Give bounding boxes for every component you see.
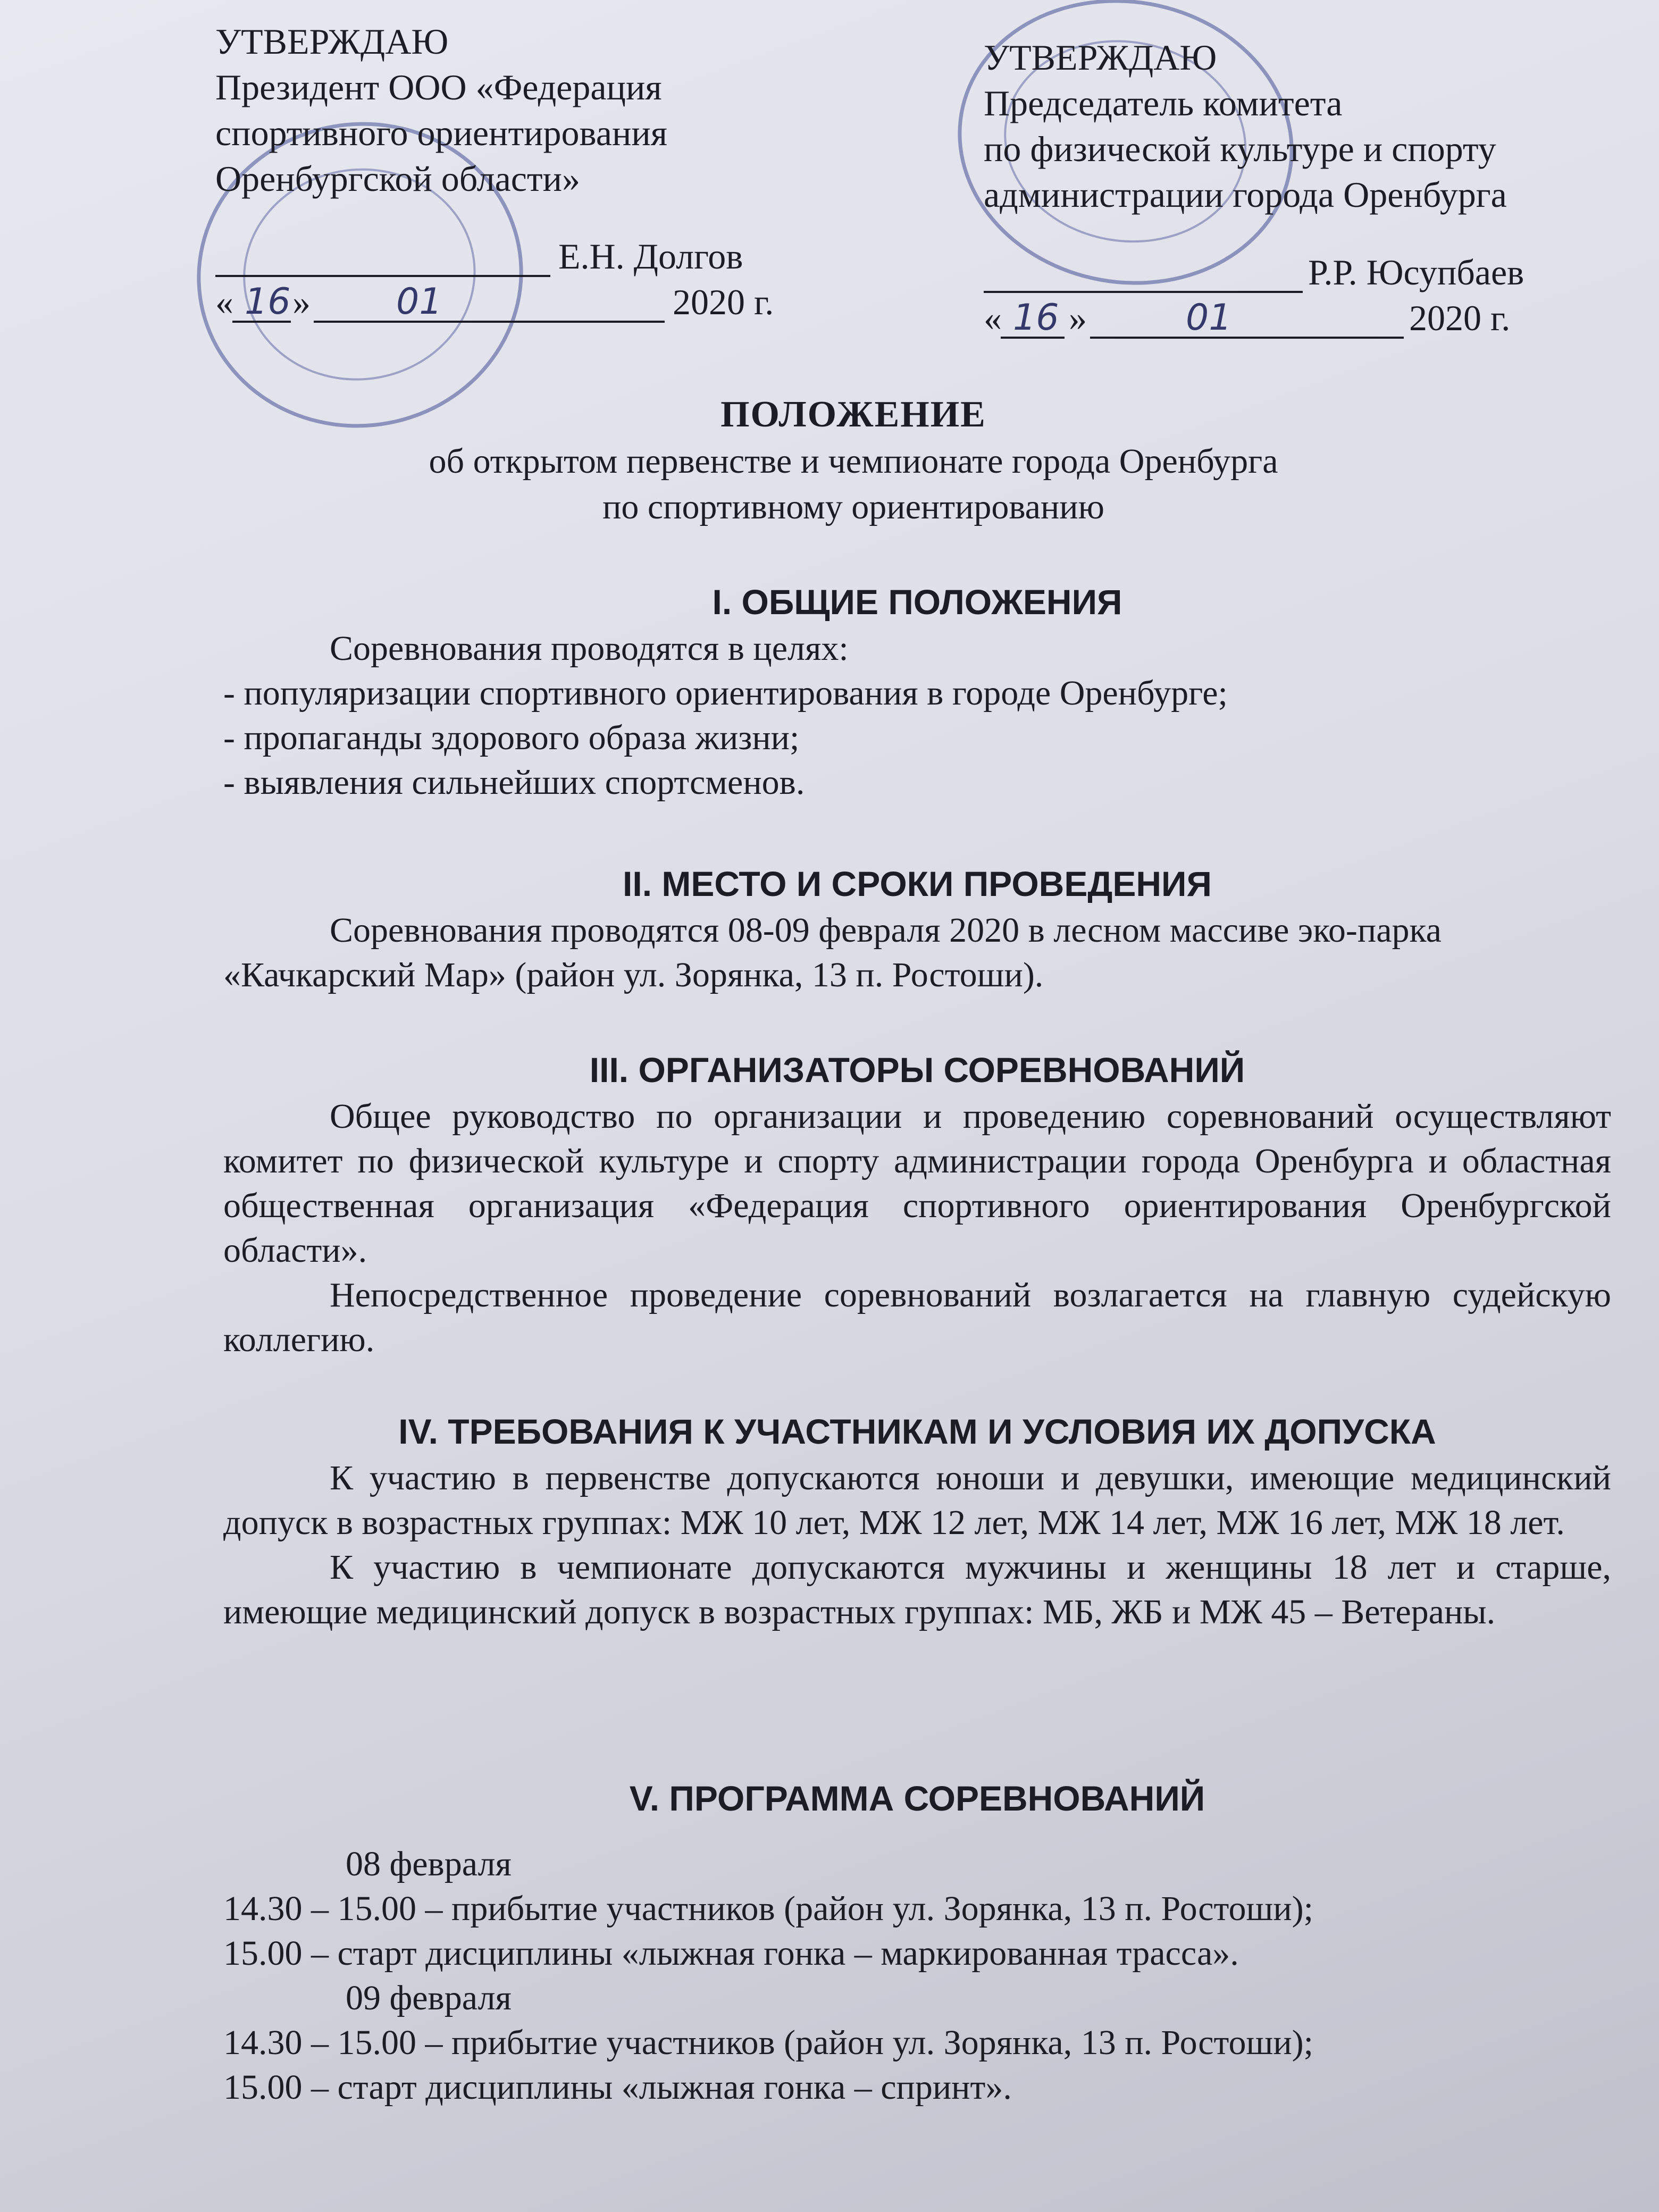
section-heading: II. МЕСТО И СРОКИ ПРОВЕДЕНИЯ [623, 864, 1212, 903]
section-heading: V. ПРОГРАММА СОРЕВНОВАНИЙ [629, 1779, 1205, 1818]
date-year: 2020 г. [673, 282, 774, 322]
section-paragraph: Соревнования проводятся в целях: [330, 629, 849, 668]
section-place-dates [223, 861, 1611, 998]
section-heading: I. ОБЩИЕ ПОЛОЖЕНИЯ [712, 582, 1122, 622]
program-item: 14.30 – 15.00 – прибытие участников (район ул. Зорянка, 13 п. Ростоши); [223, 2023, 1313, 2062]
approval-line: Оренбургской области» [215, 158, 581, 199]
signer-name: Е.Н. Долгов [558, 236, 743, 276]
program-day: 08 февраля [346, 1845, 512, 1883]
date-day: 16 [1013, 297, 1059, 339]
approval-line: Председатель комитета [984, 83, 1343, 123]
program-item: 15.00 – старт дисциплины «лыжная гонка – маркированная трасса». [223, 1934, 1239, 1973]
section-paragraph: Общее руководство по организации и проведению соревнований осуществляют комитет по физической культуре и спорту администрации города Оренбурга и областная общественная организация «Федерация спортивного ориентирования Оренбургской области». [223, 1097, 1611, 1270]
signature-line [984, 291, 1303, 293]
approval-line: по физической культуре и спорту [984, 129, 1496, 169]
program-item: 14.30 – 15.00 – прибытие участников (район ул. Зорянка, 13 п. Ростоши); [223, 1889, 1313, 1928]
section-heading: III. ОРГАНИЗАТОРЫ СОРЕВНОВАНИЙ [589, 1050, 1245, 1090]
approval-block-right: УТВЕРЖДАЮ Председатель комитета по физической культуре и спорту администрации города Оренбурга Р.Р. Юсупбаев « 16 » 01 2020 г. [984, 35, 1601, 341]
document-subtitle: об открытом первенстве и чемпионате города Оренбурга [429, 442, 1278, 481]
document-title-block [0, 391, 1659, 530]
section-paragraph: К участию в первенстве допускаются юноши и девушки, имеющие медицинский допуск в возрастных группах: МЖ 10 лет, МЖ 12 лет, МЖ 14 лет, МЖ 16 лет, МЖ 18 лет. [223, 1459, 1611, 1542]
approval-heading: УТВЕРЖДАЮ [984, 37, 1217, 78]
section-paragraph: Соревнования проводятся 08-09 февраля 2020 в лесном массиве эко-парка «Качкарский Мар» (район ул. Зорянка, 13 п. Ростоши). [223, 911, 1442, 994]
section-general [223, 580, 1611, 805]
signature-line [215, 275, 550, 277]
approval-block-left: УТВЕРЖДАЮ Президент ООО «Федерация спортивного ориентирования Оренбургской области» Е.Н. Долгов « 16 » 01 2020 г. [215, 19, 853, 325]
list-item: - пропаганды здорового образа жизни; [223, 718, 800, 757]
section-paragraph: К участию в чемпионате допускаются мужчины и женщины 18 лет и старше, имеющие медицинский допуск в возрастных группах: МБ, ЖБ и МЖ 45 – Ветераны. [223, 1548, 1611, 1631]
date-year: 2020 г. [1409, 298, 1511, 338]
list-item: - выявления сильнейших спортсменов. [223, 763, 805, 802]
program-item: 15.00 – старт дисциплины «лыжная гонка – спринт». [223, 2068, 1012, 2107]
document-subtitle: по спортивному ориентированию [602, 488, 1104, 526]
signer-name: Р.Р. Юсупбаев [1308, 252, 1524, 292]
approval-line: Президент ООО «Федерация [215, 67, 662, 107]
approval-heading: УТВЕРЖДАЮ [215, 21, 449, 62]
list-item: - популяризации спортивного ориентирования в городе Оренбурге; [223, 674, 1228, 713]
section-organizers [223, 1048, 1611, 1362]
section-program [223, 1776, 1611, 2110]
date-day: 16 [245, 281, 291, 323]
section-participants [223, 1409, 1611, 1635]
program-day: 09 февраля [346, 1979, 512, 2017]
approval-line: администрации города Оренбурга [984, 174, 1507, 215]
date-month: 01 [396, 281, 442, 323]
approval-line: спортивного ориентирования [215, 113, 667, 153]
section-heading: IV. ТРЕБОВАНИЯ К УЧАСТНИКАМ И УСЛОВИЯ ИХ ДОПУСКА [398, 1412, 1436, 1451]
section-paragraph: Непосредственное проведение соревнований возлагается на главную судейскую коллегию. [223, 1276, 1611, 1359]
document-title: ПОЛОЖЕНИЕ [720, 394, 986, 435]
date-month: 01 [1186, 297, 1232, 339]
